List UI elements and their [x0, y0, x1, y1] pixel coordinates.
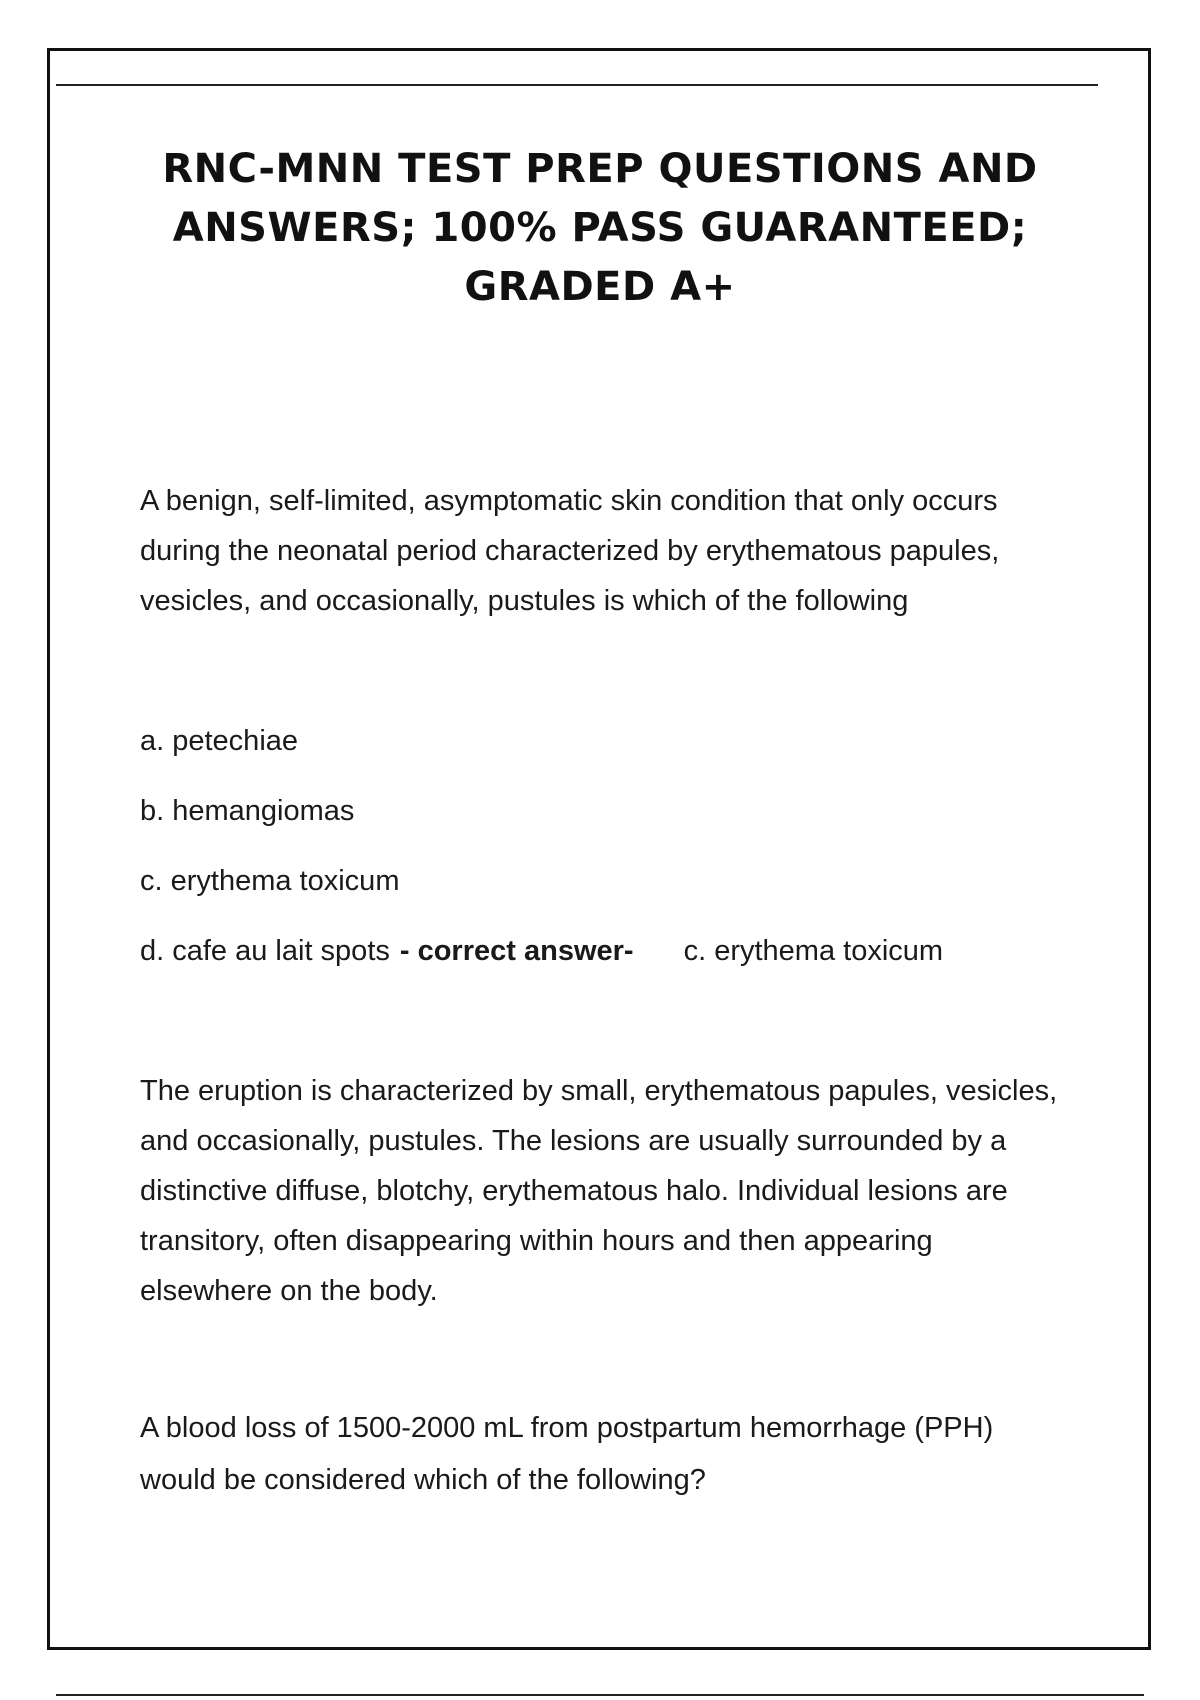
- correct-answer: c. erythema toxicum: [683, 935, 944, 967]
- option-c: c. erythema toxicum: [140, 865, 400, 897]
- option-a: a. petechiae: [140, 725, 299, 757]
- question-1-options: [140, 716, 1070, 976]
- question-1-text: A benign, self-limited, asymptomatic skin condition that only occurs during the neonatal period characterized by erythematous papules, vesicles, and occasionally, pustules is which of the following: [140, 485, 1000, 617]
- page-title: RNC-MNN TEST PREP QUESTIONS AND ANSWERS; 100% PASS GUARANTEED; GRADED A+: [162, 146, 1038, 310]
- option-b: b. hemangiomas: [140, 795, 355, 827]
- correct-answer-marker: - correct answer-: [399, 935, 634, 967]
- bottom-rule: [56, 1694, 1144, 1696]
- option-d: d. cafe au lait spots: [140, 935, 390, 967]
- question-1-explanation: The eruption is characterized by small, erythematous papules, vesicles, and occasionally, pustules. The lesions are usually surrounded by a distinctive diffuse, blotchy, erythematous halo. Individual lesions are transitory, often disappearing within hours and then appearing elsewhere on the body.: [140, 1075, 1058, 1307]
- question-content: [140, 476, 1070, 1506]
- option-d-line: [140, 926, 1070, 976]
- top-rule: [56, 84, 1098, 86]
- question-2-text: A blood loss of 1500-2000 mL from postpartum hemorrhage (PPH) would be considered which of the following?: [140, 1412, 994, 1496]
